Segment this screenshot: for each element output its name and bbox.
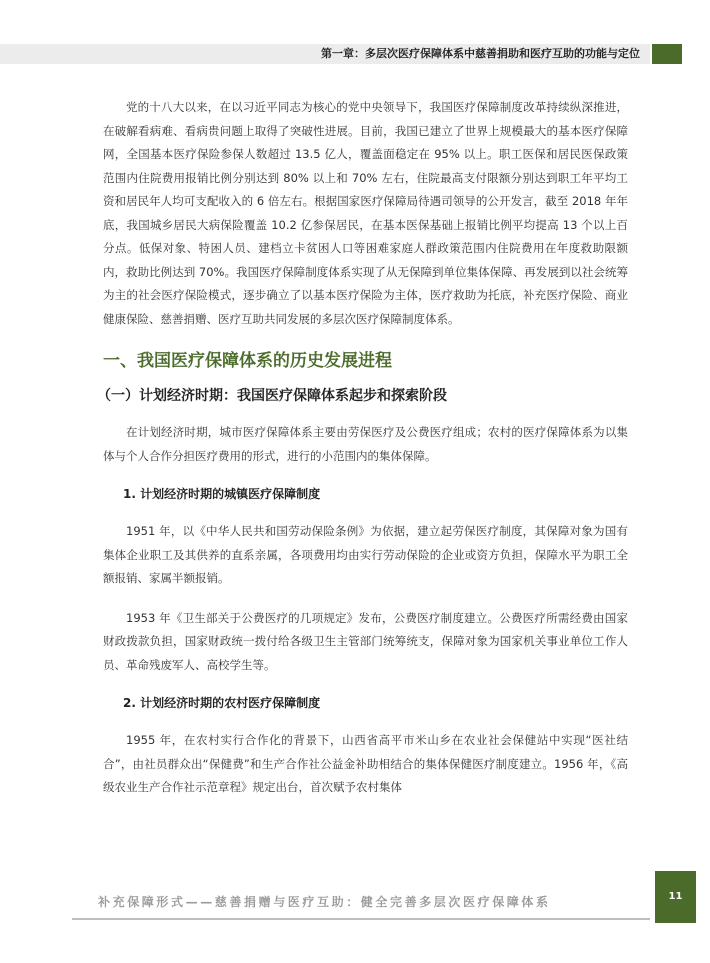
subsection-heading: （一）计划经济时期：我国医疗保障体系起步和探索阶段 (97, 388, 447, 404)
paragraph-1955: 1955 年，在农村实行合作化的背景下，山西省高平市米山乡在农业社会保健站中实现“医社结合”，由社员群众出“保健费”和生产合作社公益金补助相结合的集体保健医疗制度建立。1956 年，《高级农业生产合作社示范章程》规定出台，首次赋予农村集体 (103, 733, 628, 794)
paragraph-planned-economy: 在计划经济时期，城市医疗保障体系主要由劳保医疗及公费医疗组成；农村的医疗保障体系为以集体与个人合作分担医疗费用的形式，进行的小范围内的集体保障。 (103, 425, 628, 463)
footer-rule (72, 918, 650, 920)
footer-book-title: 补充保障形式——慈善捐赠与医疗互助：健全完善多层次医疗保障体系 (98, 895, 551, 909)
paragraph-1951: 1951 年，以《中华人民共和国劳动保险条例》为依据，建立起劳保医疗制度，其保障对象为国有集体企业职工及其供养的直系亲属，各项费用均由实行劳动保险的企业或资方负担，保障水平为职工全额报销、家属半额报销。 (103, 524, 628, 585)
header-accent-block (652, 44, 682, 64)
paragraph-intro: 党的十八大以来，在以习近平同志为核心的党中央领导下，我国医疗保障制度改革持续纵深推进，在破解看病难、看病贵问题上取得了突破性进展。目前，我国已建立了世界上规模最大的基本医疗保障网，全国基本医疗保险参保人数超过 13.5 亿人，覆盖面稳定在 95% 以上。职工医保和居民医保政策范围内住院费用报销比例分别达到 80% 以上和 70% 左右，住院最高支付限额分别达到职工年平均工资和居民年人均可支配收入的 6 倍左右。根据国家医疗保障局待遇司领导的公开发言，截至 2018 年年底，我国城乡居民大病保险覆盖 10.2 亿参保居民，在基本医保基础上报销比例平均提高 13 个以上百分点。低保对象、特困人员、建档立卡贫困人口等困难家庭人群政策范围内住院费用在年度救助限额内，救助比例达到 70%。我国医疗保障制度体系实现了从无保障到单位集体保障、再发展到以社会统筹为主的社会医疗保险模式，逐步确立了以基本医疗保险为主体，医疗救助为托底，补充医疗保险、商业健康保险、慈善捐赠、医疗互助共同发展的多层次医疗保障制度体系。 (103, 100, 628, 326)
page-number: 11 (655, 871, 696, 923)
chapter-title: 第一章：多层次医疗保障体系中慈善捐助和医疗互助的功能与定位 (321, 47, 640, 60)
sub-subsection-heading-rural: 2. 计划经济时期的农村医疗保障制度 (123, 696, 321, 710)
sub-subsection-heading-urban: 1. 计划经济时期的城镇医疗保障制度 (123, 487, 321, 501)
page-content (97, 96, 628, 800)
section-heading: 一、我国医疗保障体系的历史发展进程 (103, 351, 392, 371)
paragraph-1953: 1953 年《卫生部关于公费医疗的几项规定》发布，公费医疗制度建立。公费医疗所需经费由国家财政拨款负担，国家财政统一拨付给各级卫生主管部门统筹统支，保障对象为国家机关事业单位工作人员、革命残废军人、高校学生等。 (103, 610, 628, 672)
